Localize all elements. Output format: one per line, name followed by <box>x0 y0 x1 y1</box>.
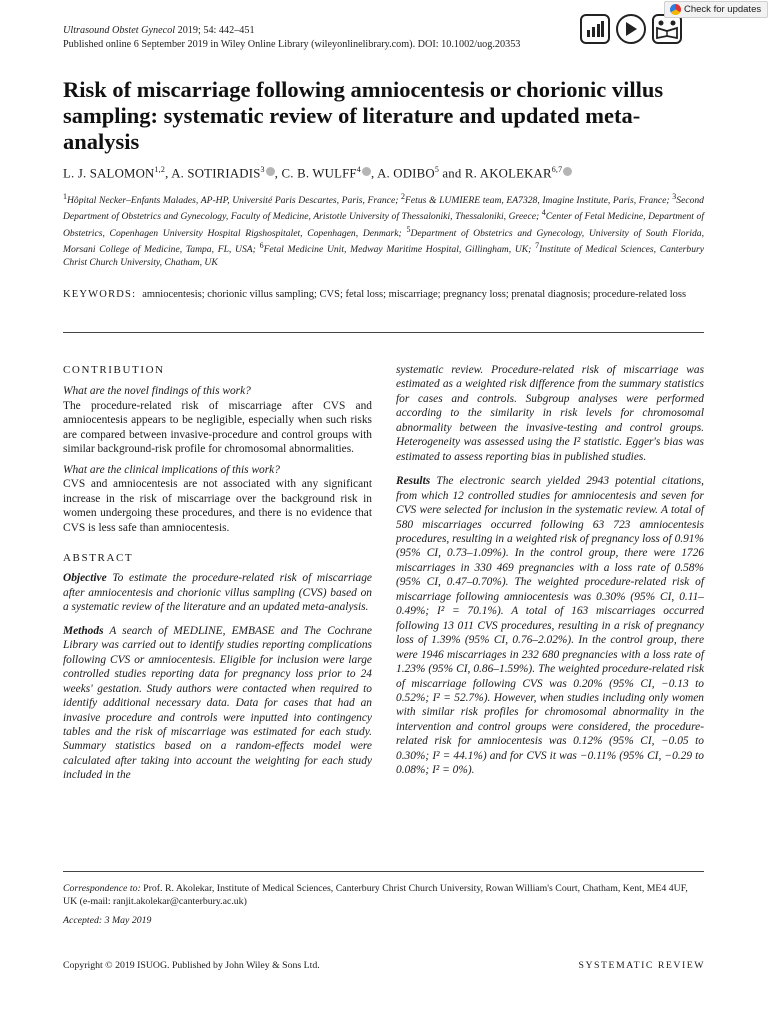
affiliation-number: 4 <box>541 208 546 218</box>
copyright: Copyright © 2019 ISUOG. Published by John Wiley & Sons Ltd. <box>63 960 320 971</box>
contribution-heading: CONTRIBUTION <box>63 364 165 376</box>
affiliation-number: 2 <box>401 192 406 201</box>
affiliation-text: Center of Fetal Medicine, Department of Obstetrics, Copenhagen University Hospital Rigshospitalet, Copenhagen, Denmark; <box>63 211 704 239</box>
results-text: The electronic search yielded 2943 potential citations, from which 12 controlled studies for amniocentesis and seven for CVS were selected for inclusion in the systematic review. A total of 580 miscarriages occurred following 63 723 amniocentesis procedures, resulting in a weighted risk of pregnancy loss of 0.91% (95% CI, 0.73–1.09%). In the control group, there were 1726 miscarriages in 330 469 pregnancies with a loss rate of 0.58% (95% CI, 0.47–0.70%). The weighted procedure-related risk of miscarriage following amniocentesis was 0.30% (95% CI, 0.11–0.49%; I² = 70.1%). A total of 163 miscarriages occurred following 13 011 CVS procedures, resulting in a risk of pregnancy loss of 1.39% (95% CI, 0.76–2.02%). In the control group, there were 1946 miscarriages in 232 680 pregnancies with a loss rate of 1.23% (95% CI, 0.86–1.59%). The weighted procedure-related risk of miscarriage following CVS was 0.20% (95% CI, −0.13 to 0.52%; I² = 52.7%). However, when studies including only women with similar risk profiles for chromosomal abnormality in the intervention and control groups were considered, the procedure-related risk for amniocentesis was 0.12% (95% CI, −0.05 to 0.30%; I² = 44.1%) and for CVS it was −0.11% (95% CI, −0.29 to 0.08%; I² = 0%). <box>396 475 704 777</box>
footer-divider <box>63 871 704 872</box>
abstract-results <box>396 474 704 778</box>
affiliation-text: Fetus & LUMIERE team, EA7328, Imagine Institute, Paris, France; <box>405 195 673 207</box>
contribution-question-2: What are the clinical implications of this work? <box>63 463 280 476</box>
citation: 2019; 54: 442–451 <box>175 25 255 36</box>
book-icon[interactable] <box>652 14 682 44</box>
article-type: SYSTEMATIC REVIEW <box>578 960 705 971</box>
author-name: A. ODIBO <box>377 166 435 181</box>
contribution-answer-1: The procedure-related risk of miscarriage after CVS and amniocentesis appears to be negligible, especially when such risks are compared between invasive-procedure and control groups with similar background-risk profile for chromosomal abnormalities. <box>63 399 372 456</box>
check-for-updates-button[interactable] <box>664 1 768 18</box>
affiliation-number: 6 <box>259 241 264 251</box>
crossmark-icon <box>670 4 681 15</box>
article-title: Risk of miscarriage following amniocentesis or chorionic villus sampling: systematic review of literature and updated meta-analysis <box>63 77 664 154</box>
author-affiliation-number: 3 <box>260 165 265 174</box>
author-affiliation-number: 4 <box>356 165 361 174</box>
author-separator: , <box>165 166 172 181</box>
methods-text: A search of MEDLINE, EMBASE and The Cochrane Library was carried out to identify studies reporting complications following CVS or amniocentesis. Eligible for inclusion were large controlled studies reporting data for pregnancy loss prior to 24 weeks' gestation. Study authors were contacted when required to identify additional necessary data. Data for cases that had an invasive procedure and controls were inputted into contingency tables and the risk of miscarriage was estimated for each study. Summary statistics based on a random-effects model were calculated after taking into account the weighting for each study included in the <box>63 624 372 782</box>
right-column <box>396 363 704 778</box>
affiliation-number: 7 <box>535 241 540 251</box>
affiliation-number: 1 <box>63 192 67 201</box>
affiliation-number: 3 <box>672 192 677 201</box>
author-affiliation-number: 1,2 <box>154 165 166 174</box>
orcid-icon[interactable] <box>362 167 371 176</box>
methods-label: Methods <box>63 624 104 637</box>
author-list <box>63 165 703 181</box>
author-name: C. B. WULFF <box>281 166 357 181</box>
divider <box>63 332 704 333</box>
abstract-objective <box>63 571 372 614</box>
affiliations <box>63 191 704 269</box>
correspondence <box>63 882 704 908</box>
left-column <box>63 363 372 783</box>
abstract-heading: ABSTRACT <box>63 551 134 564</box>
article-meta <box>63 24 520 52</box>
affiliation-text: Hôpital Necker–Enfants Malades, AP-HP, Université Paris Descartes, Paris, France; <box>67 195 402 207</box>
results-label: Results <box>396 475 431 488</box>
bar-chart-icon[interactable] <box>580 14 610 44</box>
orcid-icon[interactable] <box>266 167 275 176</box>
abstract-methods-continued: systematic review. Procedure-related risk of miscarriage was estimated as a weighted risk difference from the summary statistics for cases and controls. Subgroup analyses were performed according to the similarity in risk levels for chromosomal abnormality between the invasive-testing and control groups. Heterogeneity was assessed using the I² statistic. Egger's bias was estimated to assess reporting bias in published studies. <box>396 364 704 463</box>
published-line: Published online 6 September 2019 in Wiley Online Library (wileyonlinelibrary.com). DOI: 10.1002/uog.20353 <box>63 39 521 50</box>
objective-label: Objective <box>63 572 107 585</box>
abstract-methods <box>63 624 372 783</box>
author-name: L. J. SALOMON <box>63 166 155 181</box>
article-toolbar <box>580 14 682 50</box>
author-affiliation-number: 5 <box>434 165 440 174</box>
affiliation-number: 5 <box>406 224 411 234</box>
play-icon[interactable] <box>616 14 646 44</box>
affiliation-text: Second Department of Obstetrics and Gynecology, Faculty of Medicine, Aristotle University of Thessaloniki, Thessaloniki, Greece; <box>63 195 704 223</box>
orcid-icon[interactable] <box>563 167 572 176</box>
journal-name: Ultrasound Obstet Gynecol <box>63 25 176 36</box>
affiliation-text: Department of Obstetrics and Gynecology, University of South Florida, Morsani College of Medicine, Tampa, FL, USA; <box>63 227 704 256</box>
affiliation-text: Fetal Medicine Unit, Medway Maritime Hospital, Gillingham, UK; <box>263 244 536 256</box>
correspondence-text: Prof. R. Akolekar, Institute of Medical Sciences, Canterbury Christ Church University, Rowan William's Court, Chatham, Kent, ME4 4UF, UK (e-mail: ranjit.akolekar@canterbury.ac.uk) <box>63 883 688 907</box>
keywords-label: KEYWORDS: <box>63 289 137 300</box>
keywords-text: amniocentesis; chorionic villus sampling; CVS; fetal loss; miscarriage; pregnancy loss; prenatal diagnosis; procedure-related loss <box>142 289 687 300</box>
author-name: R. AKOLEKAR <box>464 166 552 181</box>
author-affiliation-number: 6,7 <box>551 165 563 174</box>
keywords <box>63 288 704 302</box>
objective-text: To estimate the procedure-related risk of miscarriage after amniocentesis and chorionic villus sampling (CVS) based on a systematic review of the literature and an updated meta-analysis. <box>63 572 372 614</box>
author-separator: and <box>439 166 465 181</box>
affiliation-text: Institute of Medical Sciences, Canterbury Christ Church University, Chatham, UK <box>63 244 704 268</box>
correspondence-label: Correspondence to: <box>63 883 141 894</box>
contribution-answer-2: CVS and amniocentesis are not associated with any significant increase in the risk of miscarriage over the background risk in women undergoing these procedures, and there is no evidence that CVS is less safe than amniocentesis. <box>63 478 372 534</box>
check-for-updates-label: Check for updates <box>684 4 762 15</box>
author-name: A. SOTIRIADIS <box>171 166 261 181</box>
contribution-question-1: What are the novel findings of this work? <box>63 385 251 398</box>
accepted-date: Accepted: 3 May 2019 <box>63 915 152 926</box>
author-separator: , <box>274 166 282 181</box>
author-separator: , <box>370 166 378 181</box>
